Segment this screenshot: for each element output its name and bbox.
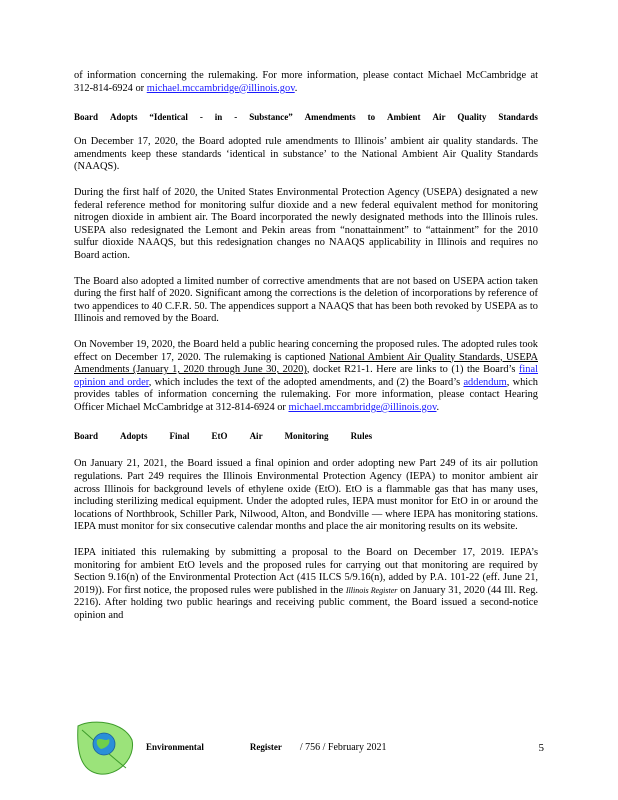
heading-word: EtO (211, 431, 228, 442)
heading-word: Board (74, 431, 99, 442)
section2-heading (74, 430, 538, 442)
heading-word: Monitoring (284, 431, 329, 442)
email-link[interactable]: michael.mccambridge@illinois.gov (146, 82, 295, 94)
heading-word: Adopts (120, 431, 148, 442)
intro-paragraph (74, 70, 538, 95)
section1-para1: On December 17, 2020, the Board adopted rule amendments to Illinois’ ambient air quality standards. The amendments keep these standards ‘identical in substance’ to the National Ambient Air Quality Standards (NAAQS). (74, 136, 538, 173)
s2p2-a: IEPA initiated this rulemaking by submitting a proposal to the Board on December 17, 2019. IEPA’s monitoring for ambient EtO levels and the proposed rules for carrying out that monitoring are required by Section 9.16(n) of the Environmental Protection Act (415 ILCS 5/9.16(n), added by P.A. 101-22 (eff. June 21, 2019)). For first notice, the proposed rules were published in the (74, 547, 538, 596)
heading-word: Board (74, 112, 99, 123)
heading-word: to (367, 112, 376, 123)
content (74, 70, 538, 623)
heading-word: Adopts (109, 112, 138, 123)
heading-word: Substance” (249, 112, 293, 123)
heading-word: Quality (457, 112, 487, 123)
heading-word: - (234, 112, 238, 123)
footer-title-register: Register (249, 742, 282, 752)
footer (74, 718, 544, 778)
heading-word: Amendments (304, 112, 356, 123)
heading-word: - (199, 112, 203, 123)
heading-word: in (214, 112, 223, 123)
para4-b: , docket R21-1. Here are links to (1) the Board’s (306, 364, 519, 376)
para4-d: , which provides tables of information concerning the rulemaking. For more information, please contact Hearing Officer Michael McCambridge at 312-814-6924 or (74, 376, 538, 413)
addendum-link[interactable]: addendum (463, 376, 507, 388)
section1-para4 (74, 339, 538, 415)
heading-word: “Identical (149, 112, 188, 123)
footer-text (146, 742, 546, 753)
section1-para3: The Board also adopted a limited number of corrective amendments that are not based on USEPA action taken during the first half of 2020. Significant among the corrections is the deletion of incorporations by reference of two appendices to 40 C.F.R. 50. The appendices support a NAAQS that has been both revoked by USEPA as to Illinois and removed by the Board. (74, 275, 538, 325)
footer-issue: / 756 / February 2021 (299, 742, 387, 753)
intro-tail: . (294, 82, 298, 94)
para4-a: On November 19, 2020, the Board held a public hearing concerning the proposed rules. The adopted rules took effect on December 17, 2020. The rulemaking is captioned (74, 338, 538, 363)
hearing-officer-email-link[interactable]: michael.mccambridge@illinois.gov (288, 401, 437, 413)
section1-heading (74, 111, 538, 123)
rulemaking-caption: National Ambient Air Quality Standards, USEPA Amendments (January 1, 2020 through June 30, 2020) (74, 351, 538, 376)
para4-e: . (436, 401, 440, 413)
section1-para2: During the first half of 2020, the United States Environmental Protection Agency (USEPA) designated a new federal reference method for monitoring sulfur dioxide and a new federal equivalent method for monitoring nitrogen dioxide in ambient air. The Board incorporated the newly designated methods into the Illinois rules. USEPA also redesignated the Lemont and Pekin areas from “nonattainment” to “attainment” for the 2010 sulfur dioxide NAAQS, but this redesignation changes no NAAQS applicability in Illinois and requires no Board action. (74, 186, 538, 261)
page-number: 5 (538, 742, 544, 754)
heading-word: Standards (498, 112, 538, 123)
heading-word: Air (432, 112, 446, 123)
section2-para1: On January 21, 2021, the Board issued a final opinion and order adopting new Part 249 of its air pollution regulations. Part 249 requires the Illinois Environmental Protection Agency (IEPA) to monitor ambient air across Illinois for background levels of ethylene oxide (EtO). EtO is a flammable gas that has many uses, including sterilizing medical equipment. Under the adopted rules, IEPA must monitor for EtO in or around the locations of Northbrook, Schiller Park, Nilwood, Alton, and Bondville — where IEPA has monitoring stations. IEPA must monitor for six consecutive calendar months and place the air monitoring results on its website. (74, 458, 538, 533)
heading-word: Ambient (387, 112, 421, 123)
intro-text: of information concerning the rulemaking. For more information, please contact Michael McCambridge at 312-814-6924 or (74, 70, 538, 94)
section2-para2 (74, 547, 538, 623)
para4-c: , which includes the text of the adopted amendments, and (2) the Board’s (148, 376, 464, 388)
environmental-register-logo-icon (74, 718, 136, 778)
heading-word: Air (249, 431, 263, 442)
heading-word: Rules (350, 431, 373, 442)
heading-word: Final (169, 431, 190, 442)
final-opinion-link[interactable]: final opinion and order (74, 364, 538, 388)
illinois-register: Illinois Register (345, 585, 398, 595)
s2p2-b: on January 31, 2020 (44 Ill. Reg. 2216). After holding two public hearings and receiving public comment, the Board issued a second-notice opinion and (74, 584, 538, 621)
footer-title-environmental: Environmental (146, 742, 204, 752)
